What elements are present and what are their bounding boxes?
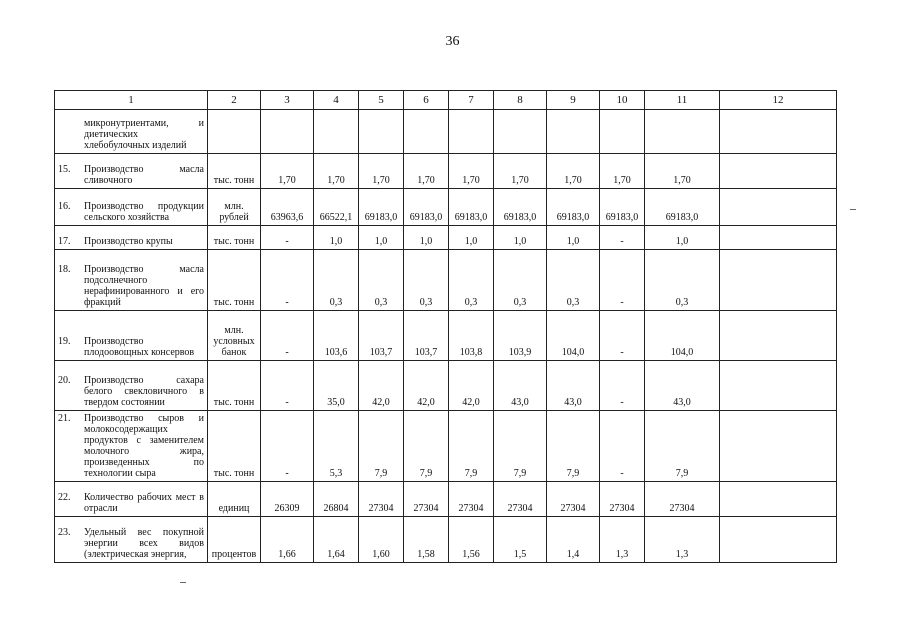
- value-cell: 0,3: [314, 250, 359, 311]
- indicator-name-cell: [55, 482, 208, 517]
- value-cell: 103,9: [494, 311, 547, 361]
- indicator-name: Производство крупы: [84, 236, 173, 247]
- value-cell: 0,3: [547, 250, 600, 311]
- value-cell: 104,0: [645, 311, 720, 361]
- value-cell: 1,70: [404, 154, 449, 189]
- value-cell: 7,9: [645, 411, 720, 482]
- row-number: 22.: [58, 492, 71, 503]
- header-row: [55, 91, 837, 110]
- header-cell: 5: [359, 91, 404, 110]
- value-cell: 1,70: [600, 154, 645, 189]
- indicator-name: Количество рабочих мест в отрасли: [84, 492, 204, 514]
- value-cell: 1,70: [359, 154, 404, 189]
- table-row: [55, 189, 837, 226]
- value-cell: 69183,0: [494, 189, 547, 226]
- indicator-name-cell: [55, 311, 208, 361]
- value-cell: 5,3: [314, 411, 359, 482]
- table-row: [55, 110, 837, 154]
- value-cell: 1,60: [359, 517, 404, 563]
- value-cell: 1,0: [404, 226, 449, 250]
- value-cell: 35,0: [314, 361, 359, 411]
- row-number: 15.: [58, 164, 71, 175]
- value-cell: 43,0: [494, 361, 547, 411]
- table-row: [55, 311, 837, 361]
- indicator-name-cell: [55, 517, 208, 563]
- row-number: 19.: [58, 336, 71, 347]
- header-cell: 8: [494, 91, 547, 110]
- value-cell: 1,70: [645, 154, 720, 189]
- page-number: 36: [445, 34, 460, 49]
- value-cell: 104,0: [547, 311, 600, 361]
- value-cell: 69183,0: [645, 189, 720, 226]
- indicator-name-cell: [55, 361, 208, 411]
- column-12-cell: [720, 311, 837, 361]
- value-cell: -: [600, 361, 645, 411]
- value-cell: 1,66: [261, 517, 314, 563]
- row-number: 20.: [58, 375, 71, 386]
- unit-cell: тыс. тонн: [208, 411, 261, 482]
- value-cell: [600, 110, 645, 154]
- value-cell: [449, 110, 494, 154]
- value-cell: 27304: [600, 482, 645, 517]
- value-cell: 0,3: [645, 250, 720, 311]
- unit-cell: тыс. тонн: [208, 250, 261, 311]
- value-cell: 69183,0: [404, 189, 449, 226]
- value-cell: 1,70: [494, 154, 547, 189]
- unit-cell: единиц: [208, 482, 261, 517]
- indicator-name-cell: [55, 226, 208, 250]
- indicator-name-cell: [55, 110, 208, 154]
- row-number: 23.: [58, 527, 71, 538]
- row-number: 16.: [58, 201, 71, 212]
- value-cell: [261, 110, 314, 154]
- header-cell: 3: [261, 91, 314, 110]
- header-cell: 10: [600, 91, 645, 110]
- value-cell: 1,0: [645, 226, 720, 250]
- value-cell: 27304: [359, 482, 404, 517]
- unit-cell: тыс. тонн: [208, 226, 261, 250]
- value-cell: 7,9: [494, 411, 547, 482]
- value-cell: 7,9: [404, 411, 449, 482]
- indicators-table: [54, 90, 837, 563]
- value-cell: -: [261, 361, 314, 411]
- value-cell: -: [261, 311, 314, 361]
- value-cell: 1,0: [359, 226, 404, 250]
- value-cell: 103,6: [314, 311, 359, 361]
- header-cell: 12: [720, 91, 837, 110]
- value-cell: [404, 110, 449, 154]
- indicator-name-cell: [55, 411, 208, 482]
- value-cell: 0,3: [404, 250, 449, 311]
- header-cell: 7: [449, 91, 494, 110]
- value-cell: [645, 110, 720, 154]
- value-cell: -: [600, 250, 645, 311]
- value-cell: 66522,1: [314, 189, 359, 226]
- header-cell: 1: [55, 91, 208, 110]
- table-row: [55, 517, 837, 563]
- value-cell: 1,0: [494, 226, 547, 250]
- value-cell: 26309: [261, 482, 314, 517]
- column-12-cell: [720, 110, 837, 154]
- value-cell: 1,70: [449, 154, 494, 189]
- value-cell: 7,9: [359, 411, 404, 482]
- column-12-cell: [720, 250, 837, 311]
- table-row: [55, 482, 837, 517]
- value-cell: 1,0: [547, 226, 600, 250]
- value-cell: 43,0: [547, 361, 600, 411]
- table-row: [55, 250, 837, 311]
- table-row: [55, 411, 837, 482]
- scan-mark: [180, 582, 186, 583]
- value-cell: 1,0: [449, 226, 494, 250]
- unit-cell: процентов: [208, 517, 261, 563]
- table-row: [55, 361, 837, 411]
- value-cell: 7,9: [547, 411, 600, 482]
- value-cell: 42,0: [449, 361, 494, 411]
- indicator-name: Производство продукции сельского хозяйства: [84, 201, 204, 223]
- value-cell: 1,58: [404, 517, 449, 563]
- unit-cell: тыс. тонн: [208, 154, 261, 189]
- value-cell: [359, 110, 404, 154]
- value-cell: 1,70: [314, 154, 359, 189]
- column-12-cell: [720, 482, 837, 517]
- indicator-name: Удельный вес покупной энергии всех видов (электрическая энергия,: [84, 527, 204, 560]
- unit-cell: млн. условных банок: [208, 311, 261, 361]
- value-cell: 0,3: [449, 250, 494, 311]
- indicator-name-cell: [55, 250, 208, 311]
- value-cell: 69183,0: [449, 189, 494, 226]
- value-cell: 1,5: [494, 517, 547, 563]
- value-cell: 0,3: [359, 250, 404, 311]
- column-12-cell: [720, 226, 837, 250]
- header-cell: 4: [314, 91, 359, 110]
- value-cell: 63963,6: [261, 189, 314, 226]
- value-cell: 69183,0: [600, 189, 645, 226]
- value-cell: 1,3: [600, 517, 645, 563]
- table-row: [55, 154, 837, 189]
- value-cell: 7,9: [449, 411, 494, 482]
- value-cell: 1,70: [261, 154, 314, 189]
- value-cell: 42,0: [404, 361, 449, 411]
- column-12-cell: [720, 517, 837, 563]
- value-cell: 103,7: [359, 311, 404, 361]
- value-cell: 1,56: [449, 517, 494, 563]
- column-12-cell: [720, 361, 837, 411]
- value-cell: 43,0: [645, 361, 720, 411]
- value-cell: [314, 110, 359, 154]
- value-cell: 27304: [449, 482, 494, 517]
- indicator-name: Производство масла подсолнечного нерафинированного и его фракций: [84, 264, 204, 308]
- column-12-cell: [720, 154, 837, 189]
- indicator-name: Производство плодоовощных консервов: [84, 336, 195, 358]
- value-cell: 1,70: [547, 154, 600, 189]
- value-cell: -: [261, 250, 314, 311]
- header-cell: 2: [208, 91, 261, 110]
- header-cell: 6: [404, 91, 449, 110]
- value-cell: 1,64: [314, 517, 359, 563]
- unit-cell: тыс. тонн: [208, 361, 261, 411]
- value-cell: 69183,0: [359, 189, 404, 226]
- row-number: 17.: [58, 236, 71, 247]
- table-row: [55, 226, 837, 250]
- value-cell: 0,3: [494, 250, 547, 311]
- value-cell: -: [600, 226, 645, 250]
- value-cell: 27304: [404, 482, 449, 517]
- value-cell: -: [261, 411, 314, 482]
- header-cell: 9: [547, 91, 600, 110]
- value-cell: [547, 110, 600, 154]
- indicator-name: Производство масла сливочного: [84, 164, 204, 186]
- value-cell: 27304: [494, 482, 547, 517]
- row-number: 18.: [58, 264, 71, 275]
- value-cell: 42,0: [359, 361, 404, 411]
- unit-cell: млн. рублей: [208, 189, 261, 226]
- value-cell: 103,8: [449, 311, 494, 361]
- value-cell: 1,3: [645, 517, 720, 563]
- indicator-name-cell: [55, 154, 208, 189]
- header-cell: 11: [645, 91, 720, 110]
- value-cell: -: [261, 226, 314, 250]
- scan-mark: [850, 209, 856, 210]
- value-cell: -: [600, 411, 645, 482]
- column-12-cell: [720, 189, 837, 226]
- value-cell: 26804: [314, 482, 359, 517]
- value-cell: 69183,0: [547, 189, 600, 226]
- column-12-cell: [720, 411, 837, 482]
- indicator-name: микронутриентами, и диетических хлебобулочных изделий: [84, 118, 204, 151]
- value-cell: 27304: [645, 482, 720, 517]
- value-cell: -: [600, 311, 645, 361]
- value-cell: [494, 110, 547, 154]
- indicator-name: Производство сыров и молокосодержащих продуктов с заменителем молочного жира, произведенных по технологии сыра: [84, 413, 204, 479]
- value-cell: 1,0: [314, 226, 359, 250]
- unit-cell: [208, 110, 261, 154]
- indicator-name-cell: [55, 189, 208, 226]
- row-number: 21.: [58, 413, 71, 424]
- value-cell: 1,4: [547, 517, 600, 563]
- value-cell: 103,7: [404, 311, 449, 361]
- value-cell: 27304: [547, 482, 600, 517]
- indicator-name: Производство сахара белого свекловичного в твердом состоянии: [84, 375, 204, 408]
